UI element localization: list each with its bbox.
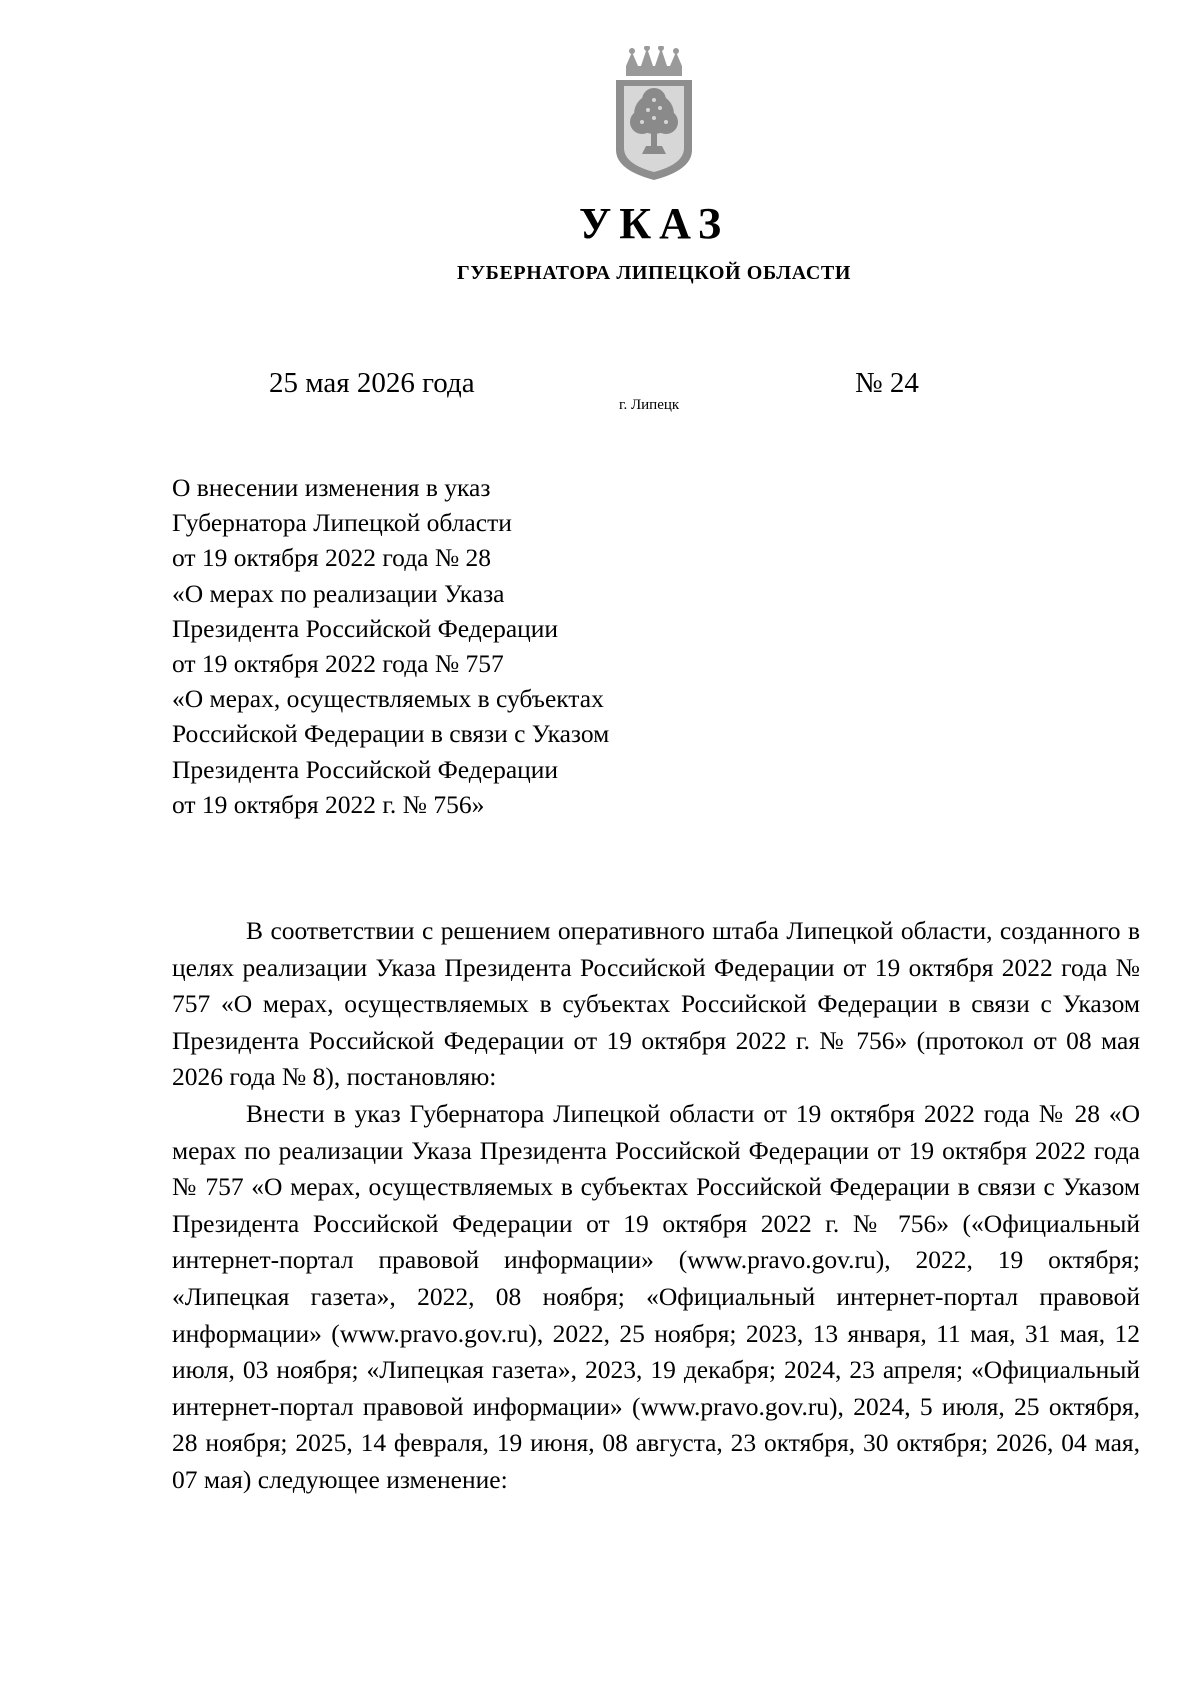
subject-line: Губернатора Липецкой области (172, 508, 512, 538)
document-subtitle: ГУБЕРНАТОРА ЛИПЕЦКОЙ ОБЛАСТИ (457, 262, 851, 284)
body-paragraph: В соответствии с решением оперативного штаба Липецкой области, созданного в целях реализации Указа Президента Российской Федерации от 19 октября 2022 года № 757 «О мерах, осуществляемых в субъектах Российской Федерации в связи с Указом Президента Российской Федерации от 19 октября 2022 г. № 756» (протокол от 08 мая 2026 года № 8), постановляю: (172, 916, 1140, 1092)
subject-line: О внесении изменения в указ (172, 473, 491, 502)
subject-line: Президента Российской Федерации (172, 754, 559, 784)
document-subject (172, 470, 812, 822)
subject-line: Президента Российской Федерации (172, 613, 559, 643)
subject-line: от 19 октября 2022 г. № 756» (172, 789, 485, 819)
document-body (172, 913, 1140, 1499)
subject-line: Российской Федерации в связи с Указом (172, 719, 610, 749)
lipetsk-coat-of-arms-icon (612, 46, 696, 182)
document-date: 25 мая 2026 года (269, 367, 475, 399)
document-number: № 24 (855, 367, 919, 399)
subject-line: от 19 октября 2022 года № 28 (172, 543, 492, 573)
document-title: УКАЗ (578, 199, 730, 248)
body-paragraph: Внести в указ Губернатора Липецкой области от 19 октября 2022 года № 28 «О мерах по реализации Указа Президента Российской Федерации от 19 октября 2022 года № 757 «О мерах, осуществляемых в субъектах Российской Федерации в связи с Указом Президента Российской Федерации от 19 октября 2022 г. № 756» («Официальный интернет-портал правовой информации» (www.pravo.gov.ru), 2022, 19 октября; «Липецкая газета», 2022, 08 ноября; «Официальный интернет-портал правовой информации» (www.pravo.gov.ru), 2022, 25 ноября; 2023, 13 января, 11 мая, 31 мая, 12 июля, 03 ноября; «Липецкая газета», 2023, 19 декабря; 2024, 23 апреля; «Официальный интернет-портал правовой информации» (www.pravo.gov.ru), 2024, 5 июля, 25 октября, 28 ноября; 2025, 14 февраля, 19 июня, 08 августа, 23 октября, 30 октября; 2026, 04 мая, 07 мая) следующее изменение: (172, 1098, 1140, 1494)
document-city: г. Липецк (619, 397, 680, 413)
subject-line: «О мерах по реализации Указа (172, 578, 505, 608)
subject-line: «О мерах, осуществляемых в субъектах (172, 684, 604, 714)
subject-line: от 19 октября 2022 года № 757 (172, 649, 504, 679)
